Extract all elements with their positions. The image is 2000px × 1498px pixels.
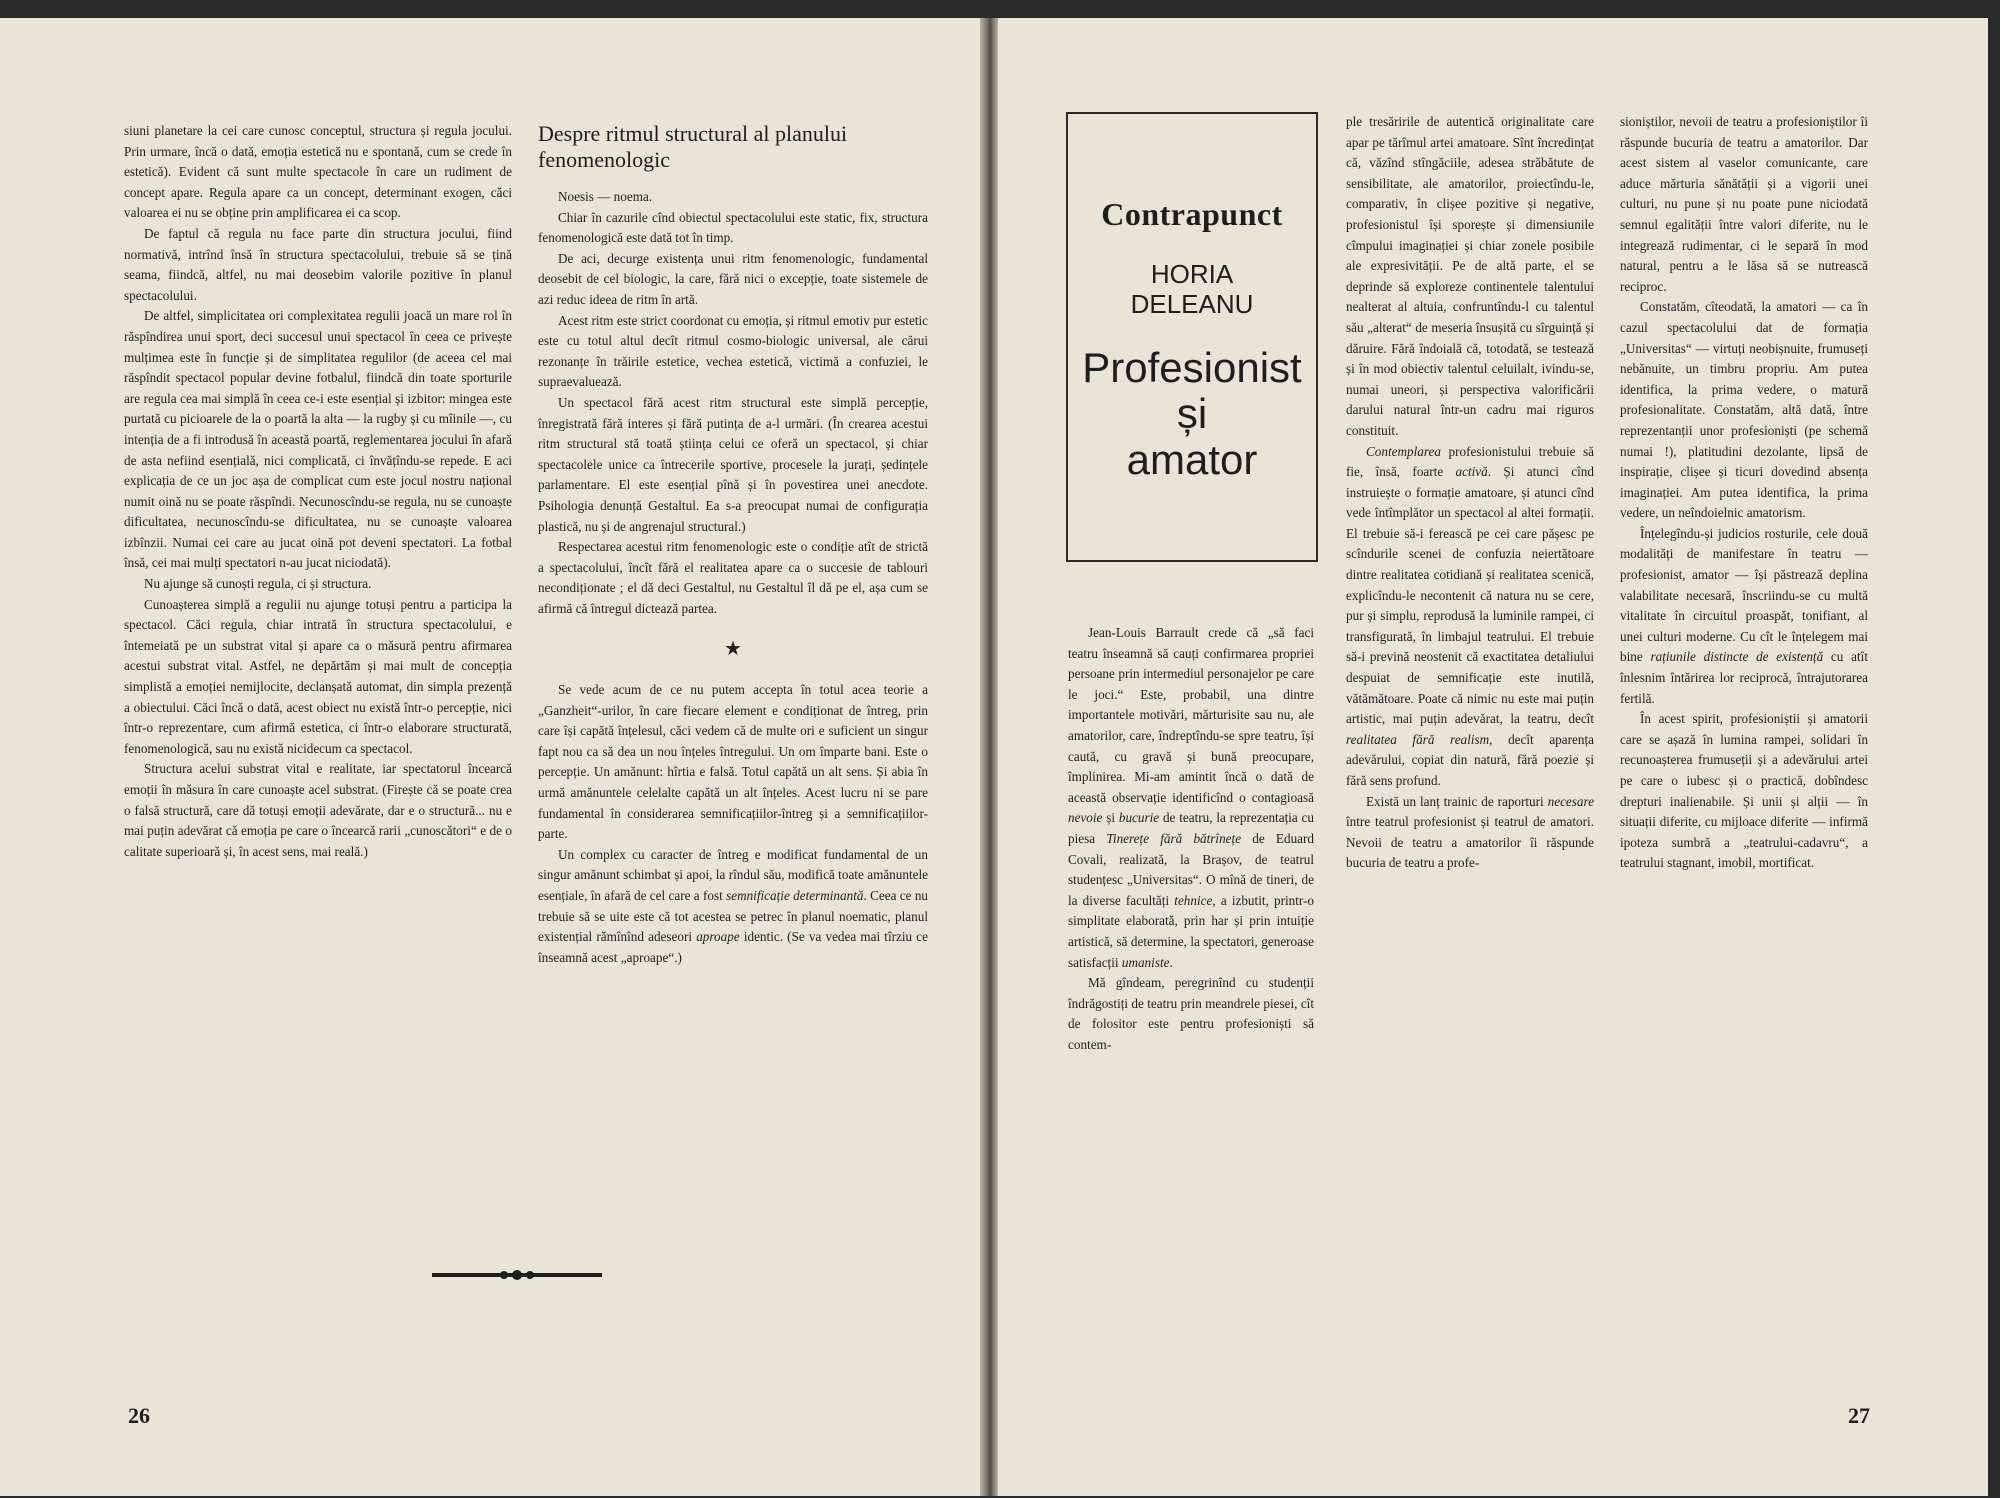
paragraph: siuni planetare la cei care cunosc conceptul, structura și regula jocului. Prin urmare, încă o dată, emoția estetică nu e spontană, cum se crede în estetică). Evident că sunt multe spectacole în care un rudiment de concept apare. Regula apare ca un concept, determinant exogen, căci valoarea ei nu se obține prin amplificarea ei ca scop.	[124, 123, 512, 221]
paragraph: De altfel, simplicitatea ori complexitatea regulii joacă un mare rol în răspîndirea unui sport, deci succesul unui spectacol în ceea ce privește mulțimea este în funcție și de simplitatea regulilor (de aceea cel mai răspîndit spectacol popular devine fotbalul, fiindcă din toate sporturile are regula cea mai simplă în ceea ce-i este esențial și izbitor: mingea este purtată cu picioarele de la o poartă la alta — la rugby și cu mîinile —, cu intenția de a fi introdusă în această poartă, reglementarea jocului în afară de asta nefiind esențială, nici complicată, ci învățîndu-se repede. E aci explicația de ce un joc așa de complicat cum este jocul nostru național numit oină nu se poate răspîndi. Necunoscîndu-se regula, nu se cunoaște dificultatea, necunoscîndu-se dificultatea, nu se cunoaște valoarea izbînzii. Numai cei care au jucat oină pot deveni spectatori. La fotbal însă, cei mai mulți spectatori n-au jucat niciodată).	[124, 308, 512, 571]
paragraph: Un spectacol fără acest ritm structural este simplă percepție, înregistrată fără interes și fără putința de a-l urmări. (În crearea acestui ritm structural stă toată știința celui ce oferă un spectacol, și chiar spectacolele unice ca întrecerile sportive, procesele la jurați, ședințele parlamentare. El este esențial pînă și în povestirea unei anecdote. Psihologia denunță Gestaltul. Ea s-a preocupat numai de configurația plastică, nu și de angrenajul structural.)	[538, 394, 928, 534]
series-title: Contrapunct	[1101, 196, 1283, 232]
paragraph: Un complex cu caracter de întreg e modificat fundamental de un singur amănunt schimbat și apoi, la rîndul său, modifică toate amănuntele esențiale, în afară de cel care a fost semnificație determinantă. Ceea ce nu trebuie să se uite este că tot acestea se petrec în planul noematic, planul existențial rămînînd adeseori aproape identic. (Se va vedea mai tîrziu ce înseamnă acest „aproape“.)	[538, 846, 929, 965]
paragraph: Structura acelui substrat vital e realitate, iar spectatorul încearcă emoții în măsura în care cunoaște acel substrat. (Firește că se poate crea o falsă structură, care dă totuși emoții adevărate, dar e o structură... nu e mai puțin adevărat că emoția pe care o încearcă rarii „cunoscători“ e de o calitate superioară și, în acest sens, mai reală.)	[124, 761, 512, 859]
paragraph: Se vede acum de ce nu putem accepta în totul acea teorie a „Ganzheit“-urilor, în care fiecare element e condiționat de întreg, prin care își capătă înțelesul, căci vedem că de multe ori e suficient un singur fapt nou ca să dea un nou înțeles întregului. Un om împarte bani. Este o percepție. Un amănunt: hîrtia e falsă. Totul capătă un alt sens. Și abia în urmă amănuntele celelalte capătă un alt înțeles. Acest lucru ni se pare fundamental în considerarea semnificațiilor-întreg și a semnificațiilor-parte.	[538, 682, 928, 842]
paragraph: În acest spirit, profesioniștii și amatorii care se așază în lumina rampei, solidari în recunoașterea frumuseții și a adevărului artei pe care o iubesc și o practică, dobîndesc drepturi inalienabile. Și unii și alții — în situații diferite, cu mijloace diferite — infirmă ipoteza sumbră a „teatrului-cadavru“, a teatrului stagnant, imobil, mortificat.	[1620, 711, 1868, 871]
left-column-1	[124, 121, 512, 862]
left-page	[0, 18, 980, 1496]
right-column-1	[1068, 623, 1314, 1055]
paragraph: De faptul că regula nu face parte din structura jocului, fiind normativă, intrînd însă în structura spectacolului, trebuie să se țină seama, fiindcă, altfel, nu mai deosebim valorile pozitive în planul spectacolului.	[124, 225, 512, 303]
paragraph: Jean-Louis Barrault crede că „să faci teatru înseamnă să cauți confirmarea propriei persoane prin intermediul personajelor pe care le joci.“ Este, probabil, una dintre importantele motivări, mărturisite sau nu, ale amatorilor, care, îndreptîndu-se spre teatru, își caută, cu gravă și bună preocupare, împlinirea. Mi-am amintit încă o dată de această observație identificînd o contagioasă nevoie și bucurie de teatru, la reprezentația cu piesa Tinerețe fără bătrînețe de Eduard Covali, realizată, la Brașov, de teatrul studențesc „Universitas“. O mînă de tineri, de la diverse facultăți tehnice, a izbutit, printr-o simplitate elaborată, prin har și prin intuiție artistică, să determine, la spectatori, generoase satisfacții umaniste.	[1068, 625, 1315, 970]
left-column-2	[538, 121, 928, 968]
article-title-line-3: amator	[1126, 436, 1258, 483]
paragraph: Cunoașterea simplă a regulii nu ajunge totuși pentru a participa la spectacol. Căci regula, chiar intrată în structura spectacolului, e întemeiată pe un substrat vital și apare ca o măsură pentru afirmarea acestui substrat vital. Astfel, ne depărtăm și mai mult de concepția simplistă a emoției nemijlocite, declanșată automat, din simpla prezență a obiectului. Căci încă o dată, acest obiect nu există într-o percepție, nici într-o reprezentare, cum afirmă estetica, ci într-o elaborare structurată, fenomenologică, sau nu există nicidecum ca spectacol.	[124, 596, 512, 756]
page-number-left: 26	[128, 1403, 150, 1428]
paragraph: Nu ajunge să cunoști regula, ci și structura.	[144, 576, 372, 592]
ornament-divider	[432, 1270, 602, 1280]
paragraph: sioniștilor, nevoii de teatru a profesioniștilor îi răspunde bucuria de teatru a amatorilor. Dar acest sistem al vaselor comunicante, care aduce mărturia sănătății și a vigorii unei culturi, nu pune și nu poate pune niciodată semnul egalității între valori diferite, nu le integrează rudimentar, ci le separă în mod natural, pentru a le lăsa să se nutrească reciproc.	[1620, 114, 1868, 294]
paragraph: Constatăm, cîteodată, la amatori — ca în cazul spectacolului dat de formația „Universitas“ — virtuți neobișnuite, frumuseți nebănuite, un timbru propriu. Am putea identifica, la prima vedere, o matură profesionalitate. Constatăm, altă dată, între reprezentanții unor profesioniști (pe schemă numai !), platitudini dezolante, lipsă de inspirație, clișee și ticuri dovedind absența imaginației. Am putea identifica, la prima vedere, un neîndoielnic amatorism.	[1620, 299, 1868, 521]
article-title	[1068, 345, 1316, 483]
article-title-box	[1066, 112, 1318, 562]
right-column-3	[1620, 112, 1868, 874]
section-heading: Despre ritmul structural al planului fenomenologic	[538, 121, 848, 172]
paragraph: Există un lanț trainic de raporturi necesare între teatrul profesionist și teatrul de amatori. Nevoii de teatru a amatorilor îi răspunde bucuria de teatru a profe-	[1346, 793, 1594, 871]
book-spine	[980, 18, 998, 1496]
article-title-line-2: și	[1176, 390, 1208, 437]
author-first-name: HORIA	[1150, 259, 1234, 289]
right-column-2	[1346, 112, 1594, 874]
paragraph: Acest ritm este strict coordonat cu emoția, și ritmul emotiv pur estetic este cu totul altul decît ritmul cosmo-biologic universal, ale cărui rezonanțe în trăirile estetice, vechea estetică, victimă a confuziei, le supraevaluează.	[538, 312, 928, 390]
author-name	[1068, 259, 1316, 319]
paragraph: Respectarea acestui ritm fenomenologic este o condiție atît de strictă a spectacolului, încît fără el realitatea apare ca o succesie de tablouri necondiționate ; el dă deci Gestaltul, nu Gestaltul îl dă pe el, așa cum se afirmă că întregul dictează partea.	[538, 539, 928, 616]
paragraph: De aci, decurge existența unui ritm fenomenologic, fundamental deosebit de cel biologic, la care, fără nici o excepție, toate sistemele de azi reduc ideea de ritm în artă.	[538, 250, 928, 307]
page-number-right: 27	[1848, 1403, 1870, 1428]
paragraph: Înțelegîndu-și judicios rosturile, cele două modalități de manifestare în teatru — profesionist, amator — își păstrează deplina valabilitate necesară, înscriindu-se cu multă vitalitate în circuitul proaspăt, tonifiant, al unei culturi moderne. Cu cît le înțelegem mai bine rațiunile distincte de existență cu atît înlesnim întărirea lor reciprocă, întrajutorarea fertilă.	[1620, 525, 1868, 706]
paragraph: Chiar în cazurile cînd obiectul spectacolului este static, fix, structura fenomenologică este dată tot în timp.	[538, 209, 928, 246]
paragraph: Mă gîndeam, peregrinînd cu studenții îndrăgostiți de teatru prin meandrele piesei, cît de folositor este pentru profesioniști să contem-	[1068, 975, 1314, 1052]
paragraph: ple tresăririle de autentică originalitate care apar pe tărîmul artei amatoare. Sînt încredințat că, văzînd stîngăciile, adesea străbătute de sensibilitate, ale amatorilor, proiectîndu-le, comparativ, în clișee pozitive și negative, profesionistul își sporește și dimensiunile cîmpului imaginației și chiar zonele posibile ale expresivității. Pe de altă parte, el se deprinde să exploreze continentele talentului nealterat al altuia, confruntîndu-l cu talentul său „alterat“ de meseria însușită cu sîrguință și dăruire. Fără îndoială că, totodată, se testează și în mod obiectiv talentul celuilalt, ivindu-se, numai uneori, și perspectiva valorificării darului natural într-un cadru mai riguros constituit.	[1346, 114, 1594, 438]
star-separator: ★	[724, 638, 742, 661]
paragraph: Contemplarea profesionistului trebuie să fie, însă, foarte activă. Și atunci cînd instruiește o formație amatoare, și atunci cînd vede întîmplător un spectacol al altei formații. El trebuie să-i ferească pe cei care pășesc pe scîndurile scenei de confuzia neiertătoare dintre realitatea cotidiană și realitatea scenică, explicîndu-le necontenit că natura nu se cere, pur și simplu, reprodusă la luminile rampei, ci transfigurată, în limbajul teatrului. El trebuie să-i prevină neostenit că exactitatea detaliului despuiat de semnificație este inutilă, vătămătoare. Poate că nimic nu este mai puțin artistic, mai puțin adevărat, la teatru, decît realitatea fără realism, decît aparența adevărului, copiat din natură, fără poezie și fără sens profund.	[1346, 443, 1594, 788]
article-title-line-1: Profesionist	[1082, 344, 1302, 391]
author-last-name: DELEANU	[1130, 289, 1254, 319]
paragraph: Noesis — noema.	[558, 189, 653, 204]
